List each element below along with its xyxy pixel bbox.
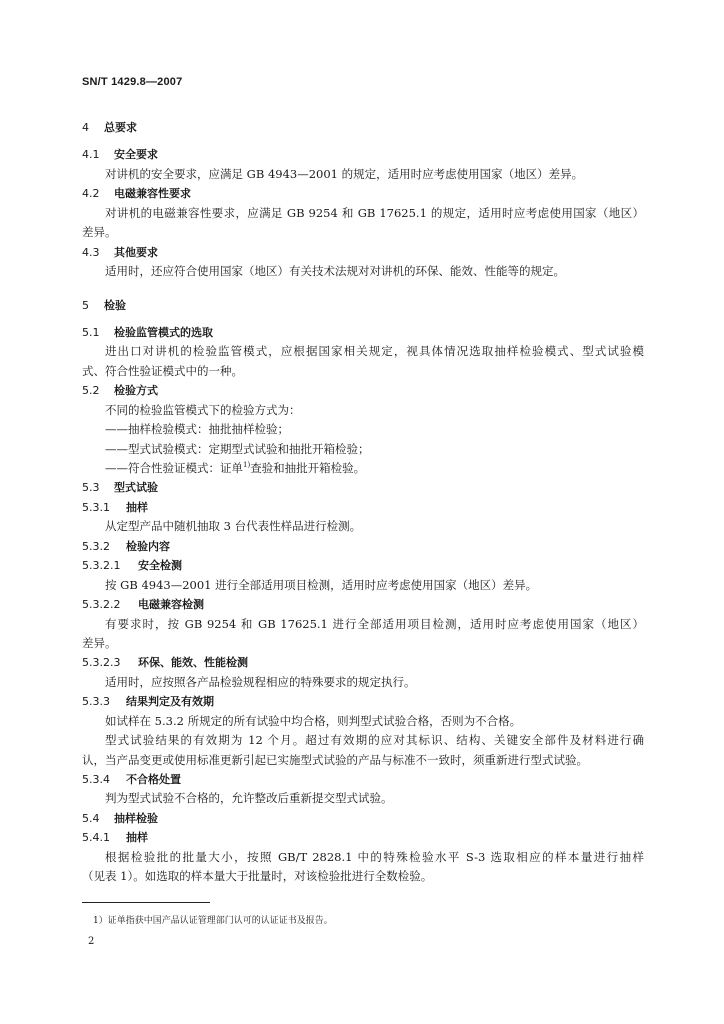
- section-title: 检验内容: [126, 539, 170, 553]
- section-number: 5.2: [82, 384, 100, 398]
- section-heading: [82, 381, 644, 400]
- paragraph-line: ——抽样检验模式：抽批抽样检验；: [105, 422, 289, 437]
- paragraph-line: 进出口对讲机的检验监管模式，应根据国家相关规定，视具体情况选取抽样检验模式、型式试验模: [105, 344, 644, 359]
- paragraph-line: 对讲机的安全要求，应满足 GB 4943—2001 的规定，适用时应考虑使用国家（地区）差异。: [105, 166, 584, 181]
- section-heading: [82, 828, 644, 847]
- footnote-divider: [82, 902, 210, 903]
- section-title: 其他要求: [114, 245, 158, 259]
- paragraph-line: 从定型产品中随机抽取 3 台代表性样品进行检测。: [105, 519, 362, 534]
- paragraph-line: 适用时，还应符合使用国家（地区）有关技术法规对对讲机的环保、能效、性能等的规定。: [105, 264, 565, 279]
- section-title: 电磁兼容性要求: [114, 187, 191, 201]
- paragraph-line: 型式试验结果的有效期为 12 个月。超过有效期的应对其标识、结构、关键安全部件及材料进行确: [105, 733, 644, 748]
- section-heading: [82, 118, 644, 137]
- paragraph-line: 判为型式试验不合格的，允许整改后重新提交型式试验。: [105, 791, 393, 806]
- section-heading: [82, 478, 644, 497]
- section-number: 5.3.2.3: [82, 656, 121, 670]
- footnote: 1）证单指获中国产品认证管理部门认可的认证证书及报告。: [93, 916, 333, 926]
- paragraph-line: 对讲机的电磁兼容性要求，应满足 GB 9254 和 GB 17625.1 的规定，适用时应考虑使用国家（地区）: [105, 205, 644, 220]
- standard-code-header: SN/T 1429.8—2007: [82, 76, 183, 88]
- paragraph-line: 差异。: [82, 635, 117, 650]
- section-heading: [82, 145, 644, 164]
- section-number: 5.3.3: [82, 695, 110, 709]
- section-title: 安全检测: [138, 559, 182, 573]
- paragraph-line: 按 GB 4943—2001 进行全部适用项目检测，适用时应考虑使用国家（地区）差异。: [105, 577, 538, 592]
- section-number: 4.2: [82, 187, 100, 201]
- section-heading: [82, 770, 644, 789]
- section-heading: [82, 498, 644, 517]
- document-body: [82, 118, 644, 887]
- section-heading: [82, 243, 644, 262]
- section-title: 抽样检验: [114, 811, 158, 825]
- paragraph-line: 有要求时，按 GB 9254 和 GB 17625.1 进行全部适用项目检测，适用时应考虑使用国家（地区）: [105, 616, 644, 631]
- section-number: 5.3: [82, 481, 100, 495]
- section-number: 5.3.2.2: [82, 598, 121, 612]
- section-title: 安全要求: [114, 148, 158, 162]
- section-heading: [82, 323, 644, 342]
- section-title: 型式试验: [114, 481, 158, 495]
- section-heading: [82, 537, 644, 556]
- section-number: 4.3: [82, 245, 100, 259]
- section-number: 5.3.4: [82, 773, 110, 786]
- text-segment: ——符合性验证模式：证单: [105, 461, 243, 475]
- paragraph-line: 式、符合性验证模式中的一种。: [82, 363, 243, 378]
- section-heading: [82, 692, 644, 711]
- paragraph-line: （见表 1）。如选取的样本量大于批量时，对该检验批进行全数检验。: [82, 869, 433, 884]
- section-heading: [82, 556, 644, 575]
- paragraph-line: 适用时，应按照各产品检验规程相应的特殊要求的规定执行。: [105, 674, 416, 689]
- section-title: 结果判定及有效期: [126, 695, 214, 709]
- section-number: 5.4.1: [82, 831, 110, 845]
- section-title: 检验监管模式的选取: [114, 325, 213, 339]
- section-title: 不合格处置: [126, 773, 181, 786]
- text-segment: 查验和抽批开箱检验。: [250, 461, 366, 475]
- section-number: 5.3.2: [82, 539, 110, 553]
- section-heading: [82, 653, 644, 672]
- paragraph-line: [82, 459, 644, 478]
- footnote-marker: 1): [243, 461, 251, 470]
- paragraph-line: 如试样在 5.3.2 所规定的所有试验中均合格，则判型式试验合格，否则为不合格。: [105, 713, 522, 728]
- page-number: 2: [88, 936, 95, 947]
- section-heading: [82, 184, 644, 203]
- section-number: 5: [82, 298, 89, 312]
- section-heading: [82, 809, 644, 828]
- paragraph-line: 不同的检验监管模式下的检验方式为：: [105, 402, 301, 417]
- paragraph-line: 差异。: [82, 225, 117, 240]
- section-number: 5.3.2.1: [82, 559, 121, 573]
- section-title: 总要求: [104, 121, 137, 134]
- paragraph-line: ——型式试验模式：定期型式试验和抽批开箱检验；: [105, 441, 370, 456]
- section-title: 检验方式: [114, 384, 158, 398]
- section-number: 4: [82, 121, 89, 134]
- section-title: 检验: [104, 298, 126, 312]
- section-title: 抽样: [126, 831, 148, 845]
- section-heading: [82, 296, 644, 315]
- paragraph-line: 根据检验批的批量大小，按照 GB/T 2828.1 中的特殊检验水平 S-3 选取相应的样本量进行抽样: [105, 849, 644, 864]
- section-title: 电磁兼容检测: [138, 598, 204, 612]
- section-number: 4.1: [82, 148, 100, 162]
- paragraph-line: 认，当产品变更或使用标准更新引起已实施型式试验的产品与标准不一致时，须重新进行型式试验。: [82, 752, 588, 767]
- section-number: 5.1: [82, 325, 100, 339]
- section-title: 环保、能效、性能检测: [138, 656, 248, 670]
- section-title: 抽样: [126, 500, 148, 514]
- section-number: 5.3.1: [82, 500, 110, 514]
- section-heading: [82, 595, 644, 614]
- section-number: 5.4: [82, 811, 100, 825]
